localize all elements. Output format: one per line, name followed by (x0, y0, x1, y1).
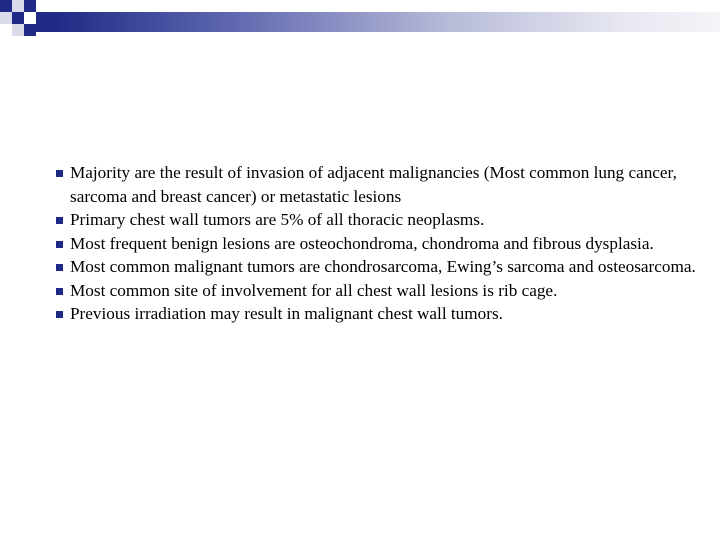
bullet-list (56, 161, 696, 326)
decorative-square (24, 0, 36, 12)
bullet-text: Majority are the result of invasion of adjacent malignancies (Most common lung cancer, sarcoma and breast cancer) or metastatic lesions (70, 163, 677, 206)
bullet-text: Most common site of involvement for all chest wall lesions is rib cage. (70, 280, 558, 300)
bullet-item (56, 232, 696, 256)
bullet-item (56, 255, 696, 279)
decorative-square (12, 24, 24, 36)
decorative-square (24, 12, 36, 24)
bullet-text: Primary chest wall tumors are 5% of all thoracic neoplasms. (70, 210, 485, 229)
square-bullet-icon (56, 288, 63, 295)
bullet-item (56, 161, 696, 208)
bullet-item (56, 302, 696, 326)
bullet-text: Previous irradiation may result in malignant chest wall tumors. (70, 304, 503, 323)
decorative-square (24, 24, 36, 36)
square-bullet-icon (56, 217, 63, 224)
bullet-text: Most frequent benign lesions are osteochondroma, chondroma and fibrous dysplasia. (70, 233, 654, 253)
square-bullet-icon (56, 170, 63, 177)
square-bullet-icon (56, 264, 63, 271)
decorative-square (0, 0, 12, 12)
bullet-item (56, 208, 696, 232)
decorative-square (36, 12, 52, 32)
gradient-title-bar (52, 12, 720, 32)
bullet-text: Most common malignant tumors are chondrosarcoma, Ewing’s sarcoma and osteosarcoma. (70, 257, 696, 276)
decorative-square (12, 12, 24, 24)
bullet-item (56, 279, 696, 303)
square-bullet-icon (56, 241, 63, 248)
decorative-square (0, 12, 12, 24)
square-bullet-icon (56, 311, 63, 318)
header-decoration (0, 0, 720, 40)
decorative-square (12, 0, 24, 12)
